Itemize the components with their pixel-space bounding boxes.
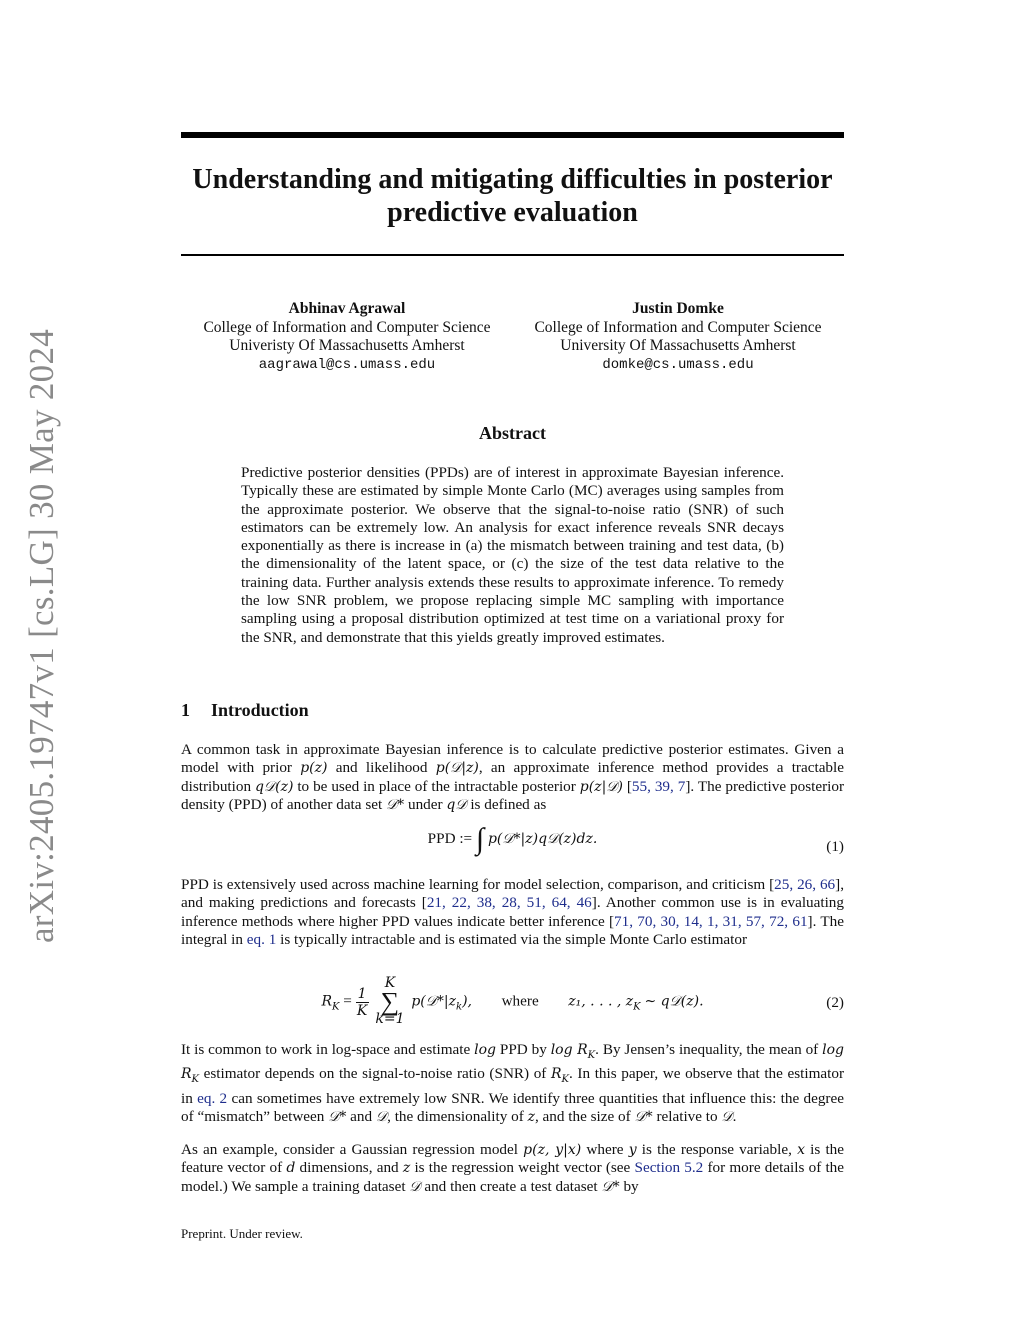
section-reference-link[interactable]: Section 5.2: [634, 1159, 704, 1177]
citation-link[interactable]: 55, 39, 7: [631, 777, 686, 795]
equation-body: $R_K$ = $\frac{1}{K}$ K ∑ k=1 $p(𝒟*|z_k)$, where z₁, . . . , $z_K$ ∼ q𝒟(z).: [321, 975, 704, 1027]
equation-number: (1): [826, 838, 844, 855]
intro-paragraph-3: It is common to work in log-space and estimate log PPD by $\log R_K$. By Jensen’s inequality, the mean of $\log R_K$ estimator depends on the signal-to-noise ratio (SNR) of $R_K$. In this paper, we observe that the estimator in eq. 2 can sometimes have extremely low SNR. We identify three quantities that influence this: the degree of “mismatch” between 𝒟* and 𝒟, the dimensionality of z, and the size of 𝒟* relative to 𝒟.: [181, 1041, 845, 1125]
intro-paragraph-1: A common task in approximate Bayesian inference is to calculate predictive posterior estimates. Given a model with prior p(z) and likelihood p(𝒟|z), an approximate inference method provides a tractable distribution q𝒟(z) to be used in place of the intractable posterior p(z|𝒟) [55, 39, 7]. The predictive posterior density (PPD) of another data set 𝒟* under q𝒟 is defined as: [181, 741, 844, 813]
author-block: [512, 300, 844, 374]
author-institution: Univeristy Of Massachusetts Amherst: [229, 337, 465, 354]
citation-link[interactable]: 21, 22, 38, 28, 51, 64, 46: [426, 894, 592, 912]
author-department: College of Information and Computer Science: [534, 318, 822, 336]
author-email[interactable]: aagrawal@cs.umass.edu: [258, 356, 436, 373]
equation-body: PPD := ∫ p(𝒟*|z)q𝒟(z)dz.: [427, 822, 598, 856]
author-institution: University Of Massachusetts Amherst: [560, 337, 796, 354]
arxiv-identifier-stamp: [4, 328, 80, 944]
arxiv-stamp-text: arXiv:2405.19747v1 [cs.LG] 30 May 2024: [22, 328, 61, 944]
equation-1: [181, 822, 844, 870]
equation-reference-link[interactable]: eq. 1: [246, 930, 277, 948]
section-number: 1: [181, 700, 190, 720]
intro-paragraph-4: As an example, consider a Gaussian regression model p(z, y|x) where y is the response variable, x is the feature vector of d dimensions, and z is the regression weight vector (see Section 5.2 for more details of the model.) We sample a training dataset 𝒟 and then create a test dataset 𝒟* by: [181, 1141, 845, 1195]
page-footer: Preprint. Under review.: [181, 1226, 303, 1241]
equation-2: [181, 976, 844, 1032]
abstract-heading: Abstract: [479, 423, 546, 443]
author-email[interactable]: domke@cs.umass.edu: [602, 356, 754, 373]
intro-paragraph-2: PPD is extensively used across machine learning for model selection, comparison, and criticism [25, 26, 66], and making predictions and forecasts [21, 22, 38, 28, 51, 64, 46]. Another common use is in evaluating inference methods where higher PPD values indicate better inference [71, 70, 30, 14, 1, 31, 57, 72, 61]. The integral in eq. 1 is typically intractable and is estimated via the simple Monte Carlo estimator: [181, 876, 844, 948]
author-department: College of Information and Computer Science: [203, 318, 491, 336]
citation-link[interactable]: 25, 26, 66: [774, 876, 836, 893]
section-heading: [181, 700, 309, 721]
equation-reference-link[interactable]: eq. 2: [197, 1089, 228, 1107]
citation-link[interactable]: 71, 70, 30, 14, 1, 31, 57, 72, 61: [614, 912, 808, 930]
author-name: Abhinav Agrawal: [288, 300, 406, 317]
abstract-body: Predictive posterior densities (PPDs) are of interest in approximate Bayesian inference. Typically these are estimated by simple Monte Carlo (MC) averages using samples from the approximate posterior. We observe that the signal-to-noise ratio (SNR) of such estimators can be extremely low. An analysis for exact inference reveals SNR decays exponentially as there is increase in (a) the mismatch between training and test data, (b) the dimensionality of the latent space, or (c) the size of the test data relative to the training data. Further analysis extends these results to approximate inference. To remedy the low SNR problem, we propose replacing simple MC sampling with importance sampling using a proposal distribution optimized at test time on a variational proxy for the SNR, and demonstrate that this yields greatly improved estimates.: [241, 464, 784, 646]
title-top-rule: [181, 132, 844, 138]
equation-number: (2): [826, 994, 844, 1011]
paper-title: Understanding and mitigating difficulties in posterior predictive evaluation: [192, 164, 833, 228]
title-bottom-rule: [181, 254, 844, 256]
author-block: [181, 300, 513, 374]
author-name: Justin Domke: [632, 300, 724, 317]
section-title: Introduction: [211, 700, 309, 720]
